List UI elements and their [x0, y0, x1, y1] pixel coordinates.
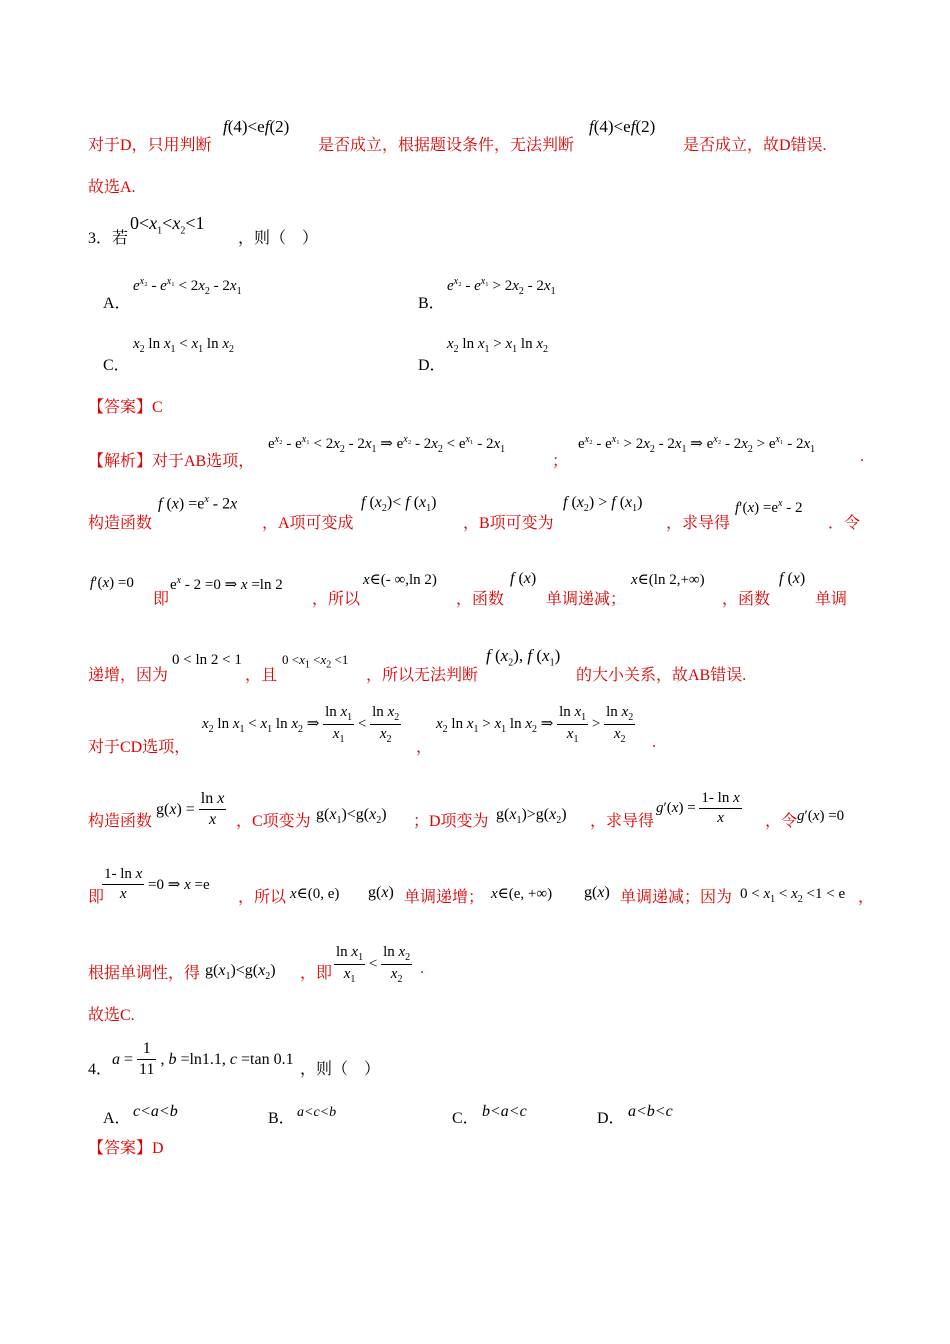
q3-f-def: f $(x) =e^x - 2x$ [158, 494, 238, 513]
q3-interval3: x∈(0, e) [290, 886, 340, 902]
q3-qie: ，且 [245, 667, 278, 684]
q3-cd-comma: ， [416, 739, 433, 756]
q3-stem-num: 3．若 [88, 230, 129, 247]
q4-opt-c[interactable]: b<a<c [482, 1103, 527, 1120]
q3-chain-comma: ， [858, 889, 875, 906]
q3-analysis-math2: $e^{x_2} - e^{x_1} > 2x_2 - 2x_1$ ⇒ $e^{x_2} - 2x_2 > e^{x_1} - 2x_1$ [578, 434, 816, 455]
q3-derivative2: ，求导得 [590, 813, 655, 830]
q3-answer-tag: 【答案】 [88, 399, 153, 416]
q3-opt-a-label[interactable]: A． [103, 295, 131, 312]
q2-d-pre: 对于D，只用判断 [88, 137, 212, 154]
q3-c-becomes: ，C项变为 [236, 813, 311, 830]
q4-opt-c-label[interactable]: C． [452, 1110, 479, 1127]
q3-stem-post: ，则（ ） [238, 230, 319, 247]
q4-stem-post: ，则（ ） [300, 1061, 381, 1078]
q3-final-period: . [420, 960, 424, 977]
q3-ln2: $e^x - 2 =0$ ⇒ x =ln 2 [170, 575, 283, 593]
q3-dec: 单调递减； [546, 591, 627, 608]
q3-b-form: f $(x_2) > f$ $(x_1)$ [563, 494, 643, 515]
q4-answer-value: D [152, 1140, 164, 1157]
q3-inc: 单调递增； [404, 889, 485, 906]
q3-a-becomes: ，A项可变成 [262, 515, 354, 532]
q3-cd-math1: $x_2$ $\ln x_1 < x_1$ $\ln x_2$ ⇒ $\frac{\ln x_1}{x_1}$ < $\frac{\ln x_2}{x_2}$ [202, 704, 400, 745]
q3-c-form: $g(x_1)<g(x_2)$ [316, 806, 387, 827]
q3-opt-d-label[interactable]: D． [418, 357, 446, 374]
q3-analysis-period: . [860, 448, 864, 465]
q4-opt-b-label[interactable]: B． [268, 1110, 295, 1127]
q3-answer-value: C [152, 399, 163, 416]
q3-cd: 对于CD选项， [88, 739, 191, 756]
q4-opt-d[interactable]: a<b<c [628, 1103, 673, 1120]
q3-fx-pair: f $(x_2)$, f $(x_1)$ [486, 646, 561, 669]
q2-d-mid: 是否成立，根据题设条件，无法判断 [318, 137, 575, 154]
q3-let2: ，令 [765, 813, 798, 830]
q3-construct-g: 构造函数 [88, 813, 153, 830]
q3-cannot2: 的大小关系，故AB错误. [576, 667, 747, 684]
q3-opt-c[interactable]: $x_2$ $\ln x_1 < x_1$ $\ln x_2$ [133, 336, 234, 355]
q3-solve-e: $\frac{\text{1- ln x}}{x}$ =0 ⇒ x =e [104, 866, 210, 902]
q3-stem-math: $0<x_1<x_2<1$ [130, 213, 205, 237]
q3-x-range: $0 <x_1 <x_2 <1$ [282, 652, 349, 671]
q3-analysis-math1: $e^{x_2} - e^{x_1} < 2x_2 - 2x_1$ ⇒ $e^{x_2} - 2x_2 < e^{x_1} - 2x_1$ [268, 434, 506, 455]
q3-construct-f: 构造函数 [88, 515, 153, 532]
q4-opt-b[interactable]: a<c<b [297, 1105, 337, 1120]
q3-gx1: g(x) [368, 884, 394, 901]
q2-choose: 故选A. [88, 179, 136, 196]
q3-cannot: ，所以无法判断 [366, 667, 479, 684]
q4-opt-d-label[interactable]: D． [597, 1110, 625, 1127]
q3-dizeng: 递增，因为 [88, 667, 169, 684]
q3-opt-d[interactable]: $x_2$ $\ln x_1 > x_1$ $\ln x_2$ [447, 336, 548, 355]
q3-analysis-semicolon: ； [552, 453, 569, 470]
q3-gx2: g(x) [584, 884, 610, 901]
q3-opt-b-label[interactable]: B． [418, 295, 445, 312]
q3-interval4: x∈(e, +∞) [491, 886, 553, 902]
q3-a-form: f $(x_2)< f$ $(x_1)$ [361, 494, 437, 515]
q3-d-becomes: ；D项变为 [413, 813, 489, 830]
q3-d-form: $g(x_1)>g(x_2)$ [496, 806, 567, 827]
q3-chain: $0 < x_1 < x_2 <1 < e$ [740, 886, 846, 905]
q4-stem-num: 4． [88, 1061, 113, 1078]
q3-suoyi: ，所以 [312, 591, 361, 608]
q3-fx1: f (x) [510, 570, 537, 587]
q3-opt-a[interactable]: $e^{x_2} - e^{x_1} < 2x_2 - 2x_1$ [133, 276, 242, 297]
q3-cd-period: . [652, 734, 656, 751]
q2-d-post: 是否成立，故D错误. [683, 137, 827, 154]
q3-g-prime: g′(x) = $\frac{\text{1- ln x}}{x}$ [656, 790, 740, 826]
q3-dec-because: 单调递减；因为 [620, 889, 733, 906]
q4-opt-a[interactable]: c<a<b [133, 1103, 178, 1120]
q3-answer [88, 400, 163, 416]
q3-fprime-zero: f′(x) =0 [90, 575, 134, 591]
q3-opt-b[interactable]: $e^{x_2} - e^{x_1} > 2x_2 - 2x_1$ [447, 276, 556, 297]
q3-gprime-zero: g′(x) =0 [797, 808, 845, 824]
q3-choose: 故选C. [88, 1007, 135, 1024]
q3-by-mono: 根据单调性，得 [88, 965, 201, 982]
q4-answer [88, 1141, 164, 1157]
q3-ji3: ，即 [300, 965, 333, 982]
q3-ln2-range: 0 < ln 2 < 1 [172, 652, 242, 668]
q3-hanshu: ，函数 [456, 591, 505, 608]
q3-g-def: g(x) = $\frac{\text{ln x}}{x}$ [156, 790, 225, 828]
q2-d-math2: f(4)<ef(2) [589, 117, 656, 136]
q3-let: ．令 [828, 515, 861, 532]
q3-analysis-1: 对于AB选项， [152, 453, 255, 470]
q3-f-prime: $f'(x) =e^x - 2$ [735, 498, 803, 516]
q2-d-math1: f(4)<ef(2) [223, 117, 290, 136]
q3-cd-math2: $x_2$ $\ln x_1 > x_1$ $\ln x_2$ ⇒ $\frac{\ln x_1}{x_1}$ > $\frac{\ln x_2}{x_2}$ [436, 704, 634, 745]
q3-ji2: 即 [88, 889, 105, 906]
q3-derivative: ，求导得 [666, 515, 731, 532]
q3-interval1: x∈(- ∞,ln 2) [363, 572, 437, 588]
q3-dandiao: 单调 [815, 591, 848, 608]
q3-fx2: f (x) [779, 570, 806, 587]
q3-suoyi2: ，所以 [238, 889, 287, 906]
q4-answer-tag: 【答案】 [88, 1140, 153, 1157]
q3-interval2: x∈(ln 2,+∞) [631, 572, 705, 588]
q4-opt-a-label[interactable]: A． [103, 1110, 131, 1127]
q3-b-becomes: ，B项可变为 [463, 515, 554, 532]
q3-analysis-tag: 【解析】 [88, 453, 153, 470]
q3-final-ineq: $\frac{\ln x_1}{x_1}$ < $\frac{\ln x_2}{x_2}$ [336, 944, 411, 985]
q4-stem-math: a = $\frac{1}{11}$ , b =ln1.1, c =tan 0.1 [112, 1040, 294, 1078]
q3-g-compare: $g(x_1)<g(x_2)$ [205, 962, 276, 983]
q3-ji: 即 [153, 591, 170, 608]
q3-hanshu2: ，函数 [722, 591, 771, 608]
q3-opt-c-label[interactable]: C． [103, 357, 130, 374]
